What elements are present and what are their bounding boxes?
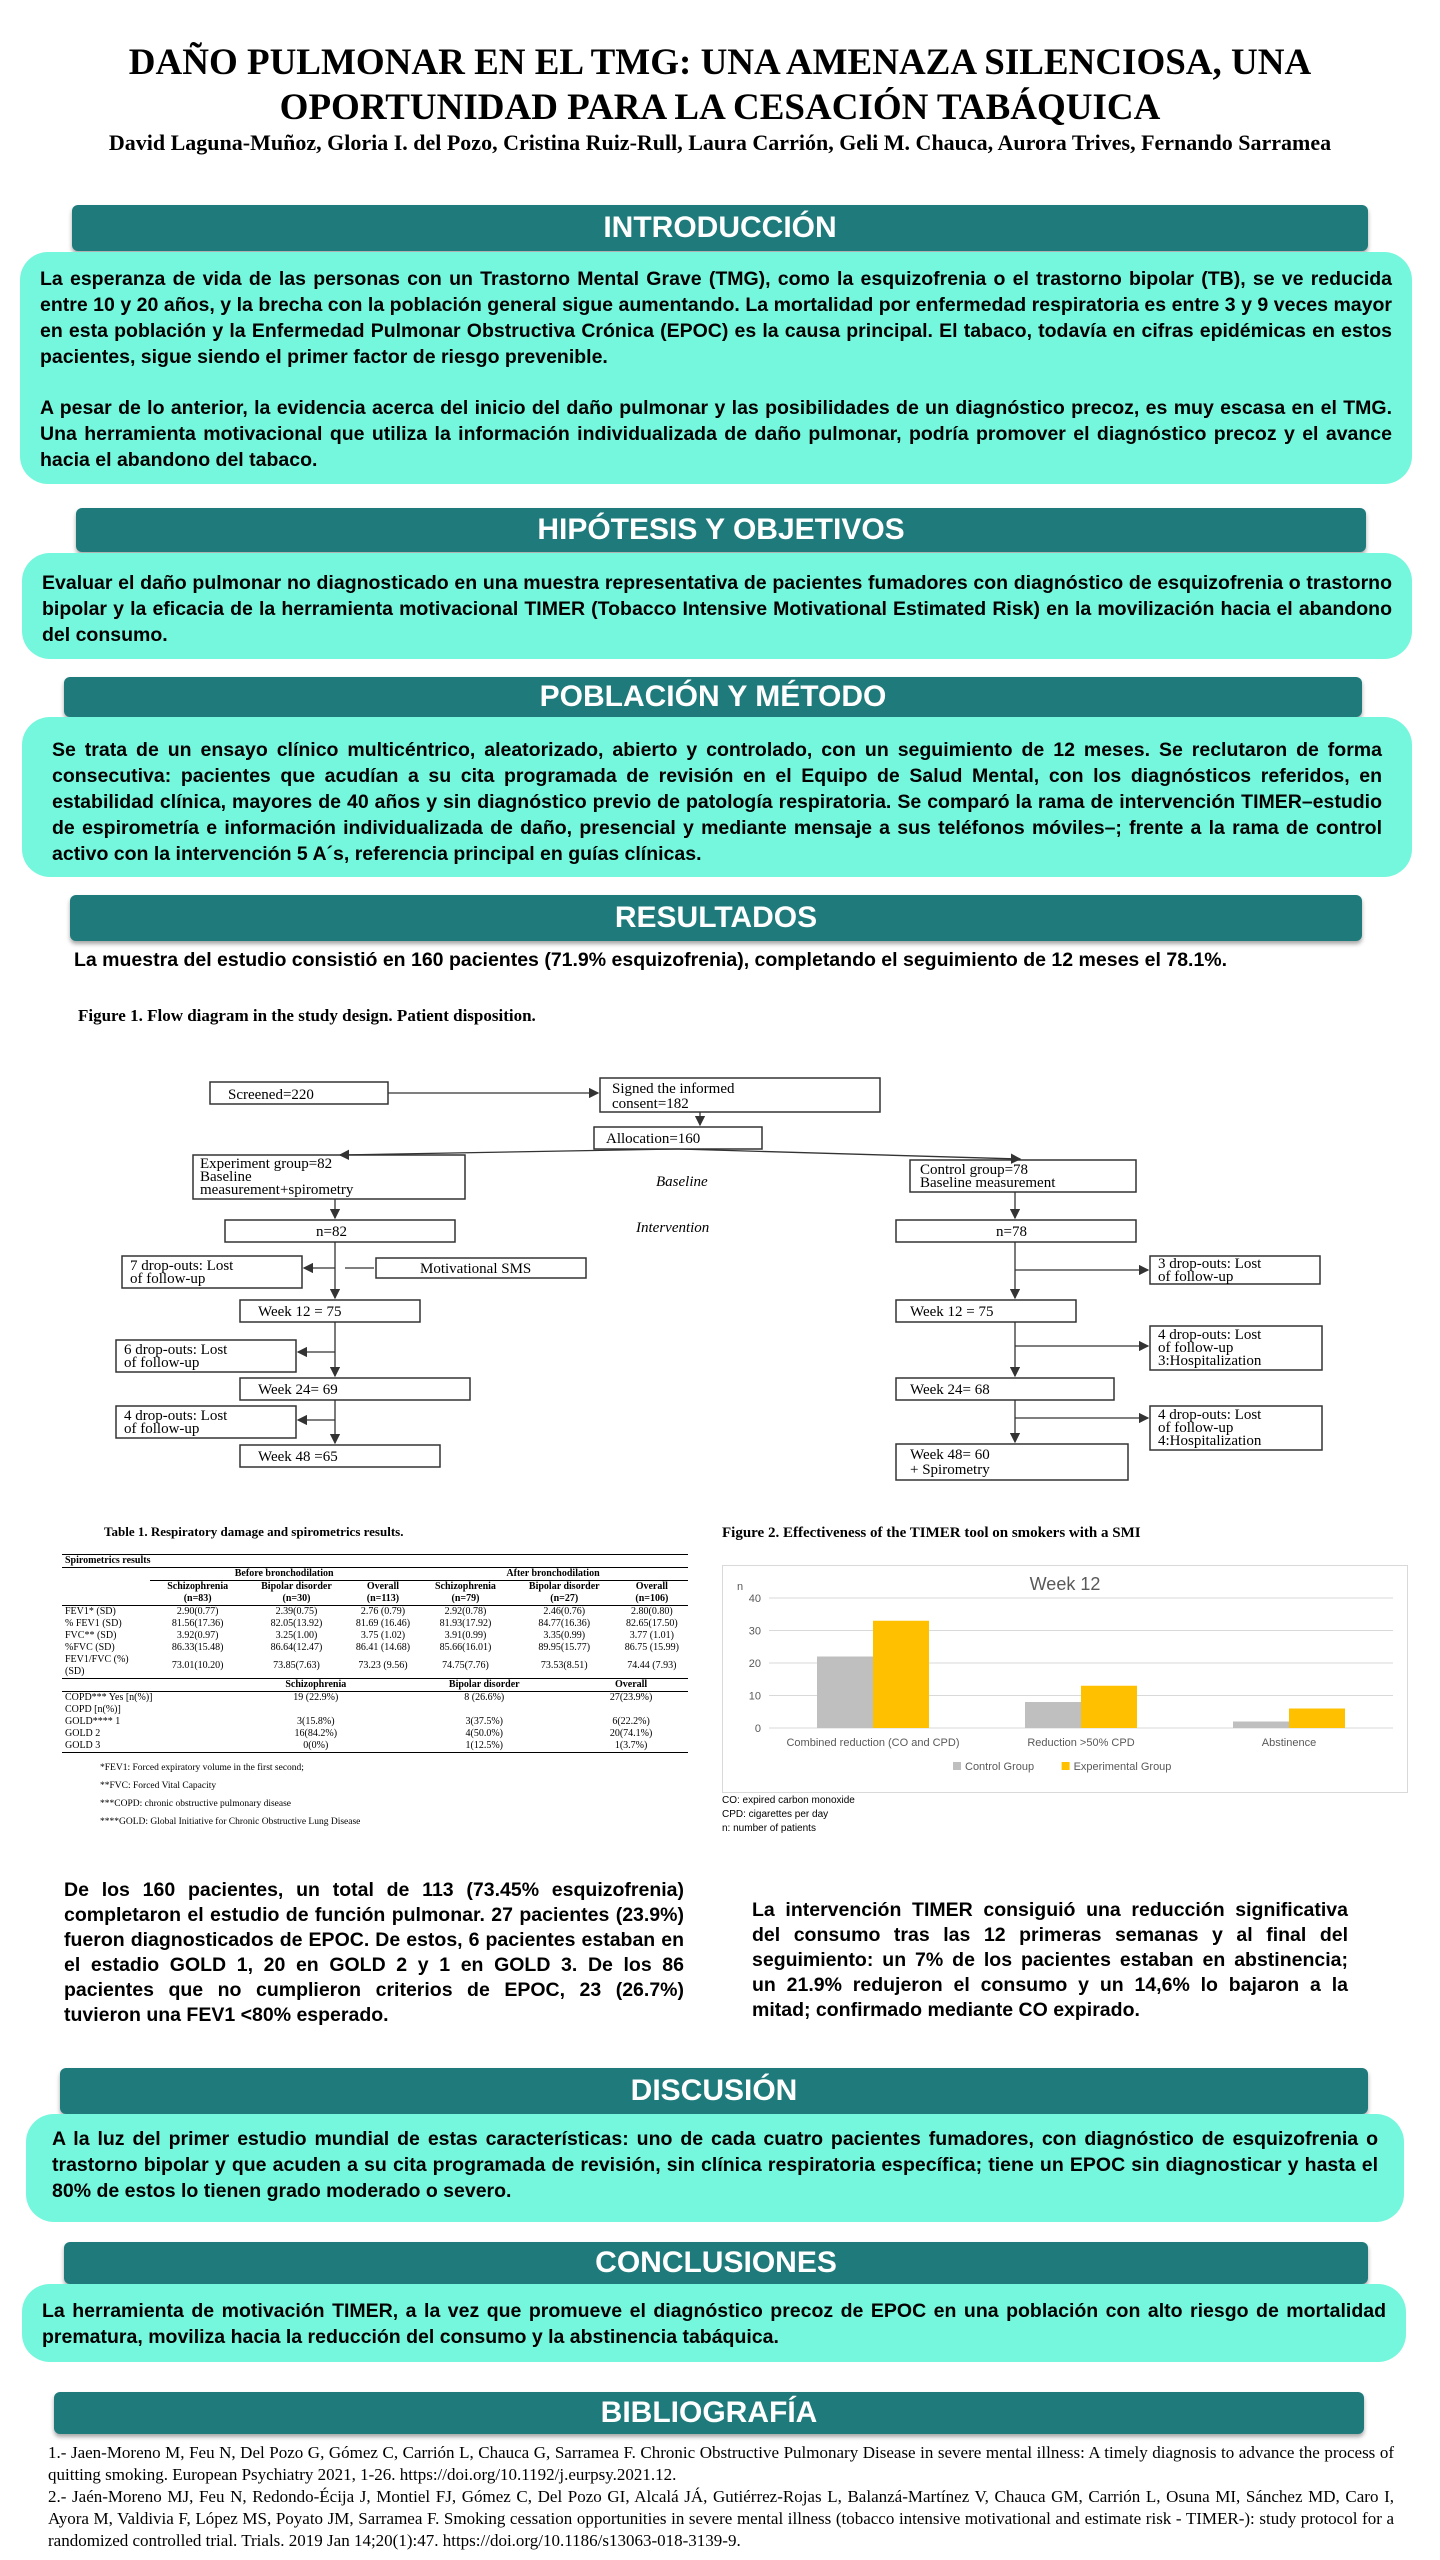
- table-cell: 82.05(13.92): [270, 1618, 323, 1629]
- exp-week24-label: Week 24= 69: [258, 1382, 338, 1398]
- bar-experimental-group: [1289, 1709, 1345, 1729]
- table-row-label: GOLD 3: [65, 1740, 101, 1751]
- table-cell: [394, 1704, 574, 1716]
- results-left-text: De los 160 pacientes, un total de 113 (73.45% esquizofrenia) completaron el estudio de función pulmonar. 27 pacientes (23.9%) fueron diagnosticados de EPOC. De estos, 6 pacientes estaban en el estadio GOLD 1, 20 en GOLD 2 y 1 en GOLD 3. De los 86 pacientes que no cumplieron criterios de EPOC, 23 (26.7%) tuvieron una FEV1 <80% esperado.: [64, 1879, 684, 2026]
- copd-column-header: Schizophrenia: [285, 1679, 347, 1690]
- table-cell: 86.75 (15.99): [624, 1642, 679, 1653]
- table-row: [62, 1618, 688, 1630]
- copd-column-header: Overall: [614, 1679, 648, 1690]
- y-tick-label: 40: [748, 1593, 761, 1605]
- exp-label-3: measurement+spirometry: [200, 1182, 354, 1198]
- table-cell: 3.91(0.99): [444, 1630, 487, 1641]
- table-row-label: % FEV1 (SD): [65, 1618, 122, 1629]
- bar-control-group: [1233, 1722, 1289, 1729]
- ctl-dropout3-label-3: 4:Hospitalization: [1158, 1433, 1262, 1449]
- figure2-note: CO: expired carbon monoxide: [722, 1795, 855, 1806]
- discussion-box: [26, 2114, 1404, 2222]
- baseline-label: Baseline: [656, 1174, 708, 1190]
- x-tick-label: Combined reduction (CO and CPD): [786, 1737, 960, 1749]
- table-cell: 73.01(10.20): [171, 1660, 224, 1671]
- table-cell: 2.80(0.80): [630, 1606, 673, 1617]
- table-cell: 4(50.0%): [465, 1728, 503, 1739]
- table-cell: 2.39(0.75): [275, 1606, 318, 1617]
- copd-column-header: Bipolar disorder: [448, 1679, 520, 1690]
- y-tick-label: 20: [748, 1658, 761, 1670]
- table-column-header: Bipolar disorder (n=27): [528, 1581, 600, 1604]
- table-row: [62, 1692, 688, 1705]
- effectiveness-bar-chart: [723, 1566, 1407, 1792]
- poster-title: DAÑO PULMONAR EN EL TMG: UNA AMENAZA SILENCIOSA, UNA OPORTUNIDAD PARA LA CESACIÓN TABÁQUICA: [128, 42, 1312, 128]
- legend-swatch: [1062, 1762, 1070, 1770]
- table-row: [62, 1630, 688, 1642]
- table-row-label: COPD*** Yes [n(%)]: [65, 1692, 153, 1703]
- table-cell: 82.65(17.50): [625, 1618, 678, 1629]
- table-cell: 85.66(16.01): [439, 1642, 492, 1653]
- table-cell: [574, 1704, 688, 1716]
- intro-paragraph-2: A pesar de lo anterior, la evidencia acerca del inicio del daño pulmonar y las posibilidades de un diagnóstico precoz, es muy escasa en el TMG. Una herramienta motivacional que utiliza la información individualizada de daño pulmonar, podría promover el diagnóstico precoz y el avance hacia el abandono del tabaco.: [40, 397, 1392, 471]
- table1-caption: Table 1. Respiratory damage and spirometrics results.: [104, 1524, 404, 1539]
- table-row: [62, 1606, 688, 1619]
- table-row: [62, 1704, 688, 1716]
- table-cell: 86.33(15.48): [171, 1642, 224, 1653]
- figure2-note: n: number of patients: [722, 1823, 816, 1834]
- exp-week12-label: Week 12 = 75: [258, 1304, 342, 1320]
- table-cell: 84.77(16.36): [538, 1618, 591, 1629]
- hypothesis-text: Evaluar el daño pulmonar no diagnosticado en una muestra representativa de pacientes fumadores con diagnóstico de esquizofrenia o trastorno bipolar y la eficacia de la herramienta motivacional TIMER (Tobacco Intensive Motivational Estimated Risk) en la movilización hacia el abandono del consumo.: [42, 572, 1392, 646]
- table-row-label: FEV1/FVC (%) (SD): [65, 1654, 129, 1677]
- table-cell: 81.69 (16.46): [355, 1618, 411, 1629]
- ctl-dropout3-label-1: 4 drop-outs: Lost: [1158, 1407, 1262, 1423]
- y-tick-label: 10: [748, 1690, 761, 1703]
- table-cell: 3(15.8%): [297, 1716, 335, 1727]
- figure2-note: CPD: cigarettes per day: [722, 1809, 829, 1820]
- hypothesis-box: [22, 553, 1412, 659]
- figure1-caption: Figure 1. Flow diagram in the study design. Patient disposition.: [78, 1006, 536, 1025]
- conclusions-text: La herramienta de motivación TIMER, a la vez que promueve el diagnóstico precoz de EPOC en una población con alto riesgo de mortalidad prematura, moviliza hacia la reducción del consumo y la abstinencia tabáquica.: [42, 2300, 1386, 2348]
- table-cell: 1(12.5%): [465, 1740, 503, 1751]
- exp-dropout3-label-2: of follow-up: [124, 1421, 200, 1437]
- intervention-label: Intervention: [636, 1220, 710, 1236]
- bar-control-group: [1025, 1702, 1081, 1728]
- table1-notes: [62, 1759, 688, 1831]
- consent-label-1: Signed the informed: [612, 1081, 735, 1097]
- table-cell: 2.76 (0.79): [360, 1606, 406, 1617]
- n78-label: n=78: [996, 1224, 1027, 1240]
- before-bronchodilation-header: Before bronchodilation: [150, 1568, 418, 1581]
- table-note: *FEV1: Forced expiratory volume in the first second;: [100, 1763, 304, 1773]
- allocation-label: Allocation=160: [606, 1131, 701, 1147]
- reference-2: 2.- Jaén-Moreno MJ, Feu N, Redondo-Écija J, Montiel FJ, Gómez C, Del Pozo GI, Alcalá JÁ, Gutiérrez-Rojas L, Balanzá-Martínez V, Chauca GM, Carrión L, Osuna MI, Sánchez MD, Caro I, Ayora M, Valdivia F, López MS, Poyato JM, Sarramea F. Smoking cessation opportunities in severe mental illness (tobacco intensive motivational and estimate risk - TIMER-): study protocol for a randomized controlled trial. Trials. 2019 Jan 14;20(1):47. https://doi.org/10.1186/s13063-018-3139-9.: [48, 2487, 1394, 2550]
- method-box: [22, 717, 1412, 877]
- exp-dropout1-label-2: of follow-up: [130, 1271, 206, 1287]
- table-cell: 2.92(0.78): [444, 1606, 487, 1617]
- exp-dropout1-label-1: 7 drop-outs: Lost: [130, 1258, 234, 1274]
- conclusions-box: [22, 2284, 1406, 2362]
- after-bronchodilation-header: After bronchodilation: [418, 1568, 688, 1581]
- table-cell: 73.23 (9.56): [358, 1660, 408, 1671]
- figure2-notes: [722, 1794, 855, 1836]
- table-row: [62, 1654, 688, 1679]
- ctl-label-1: Control group=78: [920, 1162, 1029, 1178]
- results-heading: RESULTADOS: [70, 895, 1362, 941]
- table-column-header: Bipolar disorder (n=30): [261, 1581, 332, 1604]
- screened-label: Screened=220: [228, 1087, 314, 1103]
- table-row-label: GOLD**** 1: [65, 1716, 121, 1727]
- ctl-dropout1-label-1: 3 drop-outs: Lost: [1158, 1256, 1262, 1272]
- bibliography-heading: BIBLIOGRAFÍA: [54, 2392, 1364, 2434]
- table-cell: 27(23.9%): [609, 1692, 653, 1703]
- ctl-week24-label: Week 24= 68: [910, 1382, 990, 1398]
- table-row: [62, 1642, 688, 1654]
- figure2-caption: Figure 2. Effectiveness of the TIMER tool on smokers with a SMI: [722, 1525, 1141, 1541]
- hypothesis-heading: HIPÓTESIS Y OBJETIVOS: [76, 508, 1366, 552]
- table-cell: 6(22.2%): [612, 1716, 650, 1727]
- ctl-dropout3-label-2: of follow-up: [1158, 1420, 1234, 1436]
- table-cell: 19 (22.9%): [293, 1692, 339, 1703]
- table-column-header: Overall (n=106): [635, 1581, 669, 1604]
- table-row-label: %FVC (SD): [65, 1642, 115, 1653]
- table-cell: 16(84.2%): [294, 1728, 338, 1739]
- table-cell: 3.75 (1.02): [360, 1630, 406, 1641]
- table-cell: 8 (26.6%): [464, 1692, 505, 1703]
- table-cell: 81.56(17.36): [171, 1618, 224, 1629]
- table-column-header: Schizophrenia (n=79): [434, 1581, 496, 1604]
- ctl-dropout1-label-2: of follow-up: [1158, 1269, 1234, 1285]
- table-cell: 1(3.7%): [614, 1740, 648, 1751]
- intro-heading: INTRODUCCIÓN: [72, 205, 1368, 251]
- legend-swatch: [953, 1762, 961, 1770]
- x-tick-label: Reduction >50% CPD: [1027, 1737, 1135, 1749]
- table-cell: 73.85(7.63): [273, 1660, 320, 1671]
- authors: David Laguna-Muñoz, Gloria I. del Pozo, Cristina Ruiz-Rull, Laura Carrión, Geli M. Chauca, Aurora Trives, Fernando Sarramea: [108, 130, 1332, 155]
- method-heading: POBLACIÓN Y MÉTODO: [64, 677, 1362, 717]
- exp-dropout2-label-2: of follow-up: [124, 1355, 200, 1371]
- table-cell: 74.44 (7.93): [627, 1660, 677, 1671]
- flow-diagram: [100, 1070, 1340, 1490]
- results-right-text: La intervención TIMER consiguió una reducción significativa del consumo tras las 12 primeras semanas y al final del seguimiento: un 7% de los pacientes estaban en abstinencia; un 21.9% redujeron el consumo y un 14,6% lo bajaron a la mitad; confirmado mediante CO expirado.: [752, 1899, 1348, 2021]
- y-tick-label: 0: [754, 1723, 761, 1735]
- table-column-header: [62, 1581, 150, 1606]
- ctl-week48-label-2: + Spirometry: [910, 1462, 990, 1478]
- consent-label-2: consent=182: [612, 1096, 689, 1112]
- legend-label: Experimental Group: [1073, 1761, 1172, 1773]
- ctl-dropout2-label-1: 4 drop-outs: Lost: [1158, 1327, 1262, 1343]
- table-cell: 73.53(8.51): [540, 1660, 588, 1671]
- n82-label: n=82: [316, 1224, 347, 1240]
- table-cell: 89.95(15.77): [538, 1642, 591, 1653]
- exp-label-2: Baseline: [200, 1169, 252, 1185]
- table-cell: 2.90(0.77): [176, 1606, 219, 1617]
- table-row: [62, 1728, 688, 1740]
- discussion-text: A la luz del primer estudio mundial de estas características: uno de cada cuatro pacientes fumadores, con diagnóstico de esquizofrenia o trastorno bipolar y que acuden a su cita programada de revisión, sin clínica respiratoria específica; tiene un EPOC sin diagnosticar y hasta el 80% de estos lo tienen grado moderado o severo.: [52, 2128, 1378, 2202]
- table-cell: [237, 1704, 394, 1716]
- spirometry-table: [62, 1554, 688, 1679]
- table-row-label: FVC** (SD): [65, 1630, 117, 1641]
- bar-experimental-group: [1081, 1686, 1137, 1728]
- method-text: Se trata de un ensayo clínico multicéntrico, aleatorizado, abierto y controlado, con un seguimiento de 12 meses. Se reclutaron de forma consecutiva: pacientes que acudían a su cita programada de revisión en el Equipo de Salud Mental, con los diagnósticos referidos, en estabilidad clínica, mayores de 40 años y sin diagnóstico previo de patología respiratoria. Se comparó la rama de intervención TIMER–estudio de espirometría e información individualizada de daño, presencial y mediante mensaje a sus teléfonos móviles–; frente a la rama de control activo con la intervención 5 A´s, referencia principal en guías clínicas.: [52, 739, 1382, 865]
- table-cell: 86.64(12.47): [270, 1642, 323, 1653]
- table-note: ***COPD: chronic obstructive pulmonary disease: [100, 1799, 292, 1809]
- sms-label: Motivational SMS: [420, 1261, 532, 1277]
- spirometry-section-label: Spirometrics results: [65, 1555, 151, 1566]
- table-row: [62, 1716, 688, 1728]
- copd-column-header: [62, 1679, 237, 1692]
- chart-y-label: n: [737, 1581, 744, 1593]
- discussion-heading: DISCUSIÓN: [60, 2068, 1368, 2114]
- table-cell: 3.35(0.99): [543, 1630, 586, 1641]
- ctl-week48-label-1: Week 48= 60: [910, 1447, 990, 1463]
- table-note: ****GOLD: Global Initiative for Chronic Obstructive Lung Disease: [100, 1817, 361, 1827]
- intro-box: [20, 252, 1412, 484]
- exp-dropout3-label-1: 4 drop-outs: Lost: [124, 1408, 228, 1424]
- exp-dropout2-label-1: 6 drop-outs: Lost: [124, 1342, 228, 1358]
- y-tick-label: 30: [748, 1625, 761, 1638]
- exp-label-1: Experiment group=82: [200, 1156, 333, 1172]
- table-cell: 74.75(7.76): [442, 1660, 489, 1671]
- results-intro: La muestra del estudio consistió en 160 pacientes (71.9% esquizofrenia), completando el seguimiento de 12 meses el 78.1%.: [74, 949, 1228, 971]
- reference-1: 1.- Jaen-Moreno M, Feu N, Del Pozo G, Gómez C, Carrión L, Chauca G, Sarramea F. Chronic Obstructive Pulmonary Disease in severe mental illness: A timely diagnosis to advance the process of quitting smoking. European Psychiatry 2021, 1-26. https://doi.org/10.1192/j.eurpsy.2021.12.: [48, 2443, 1394, 2484]
- table-cell: 86.41 (14.68): [355, 1642, 411, 1653]
- table-row-label: COPD [n(%)]: [65, 1704, 121, 1715]
- table-cell: 3.92(0.97): [176, 1630, 219, 1641]
- table-row-label: GOLD 2: [65, 1728, 101, 1739]
- ctl-dropout2-label-3: 3:Hospitalization: [1158, 1353, 1262, 1369]
- table-cell: 20(74.1%): [609, 1728, 653, 1739]
- table-row-label: FEV1* (SD): [65, 1606, 116, 1617]
- bibliography: [48, 2442, 1394, 2552]
- table-cell: 3(37.5%): [465, 1716, 503, 1727]
- copd-table: [62, 1679, 688, 1753]
- bar-experimental-group: [873, 1621, 929, 1728]
- ctl-dropout2-label-2: of follow-up: [1158, 1340, 1234, 1356]
- table-cell: 3.77 (1.01): [629, 1630, 674, 1641]
- table-cell: 2.46(0.76): [543, 1606, 586, 1617]
- x-tick-label: Abstinence: [1261, 1737, 1317, 1749]
- bar-control-group: [817, 1657, 873, 1729]
- table-column-header: Schizophrenia (n=83): [167, 1581, 229, 1604]
- conclusions-heading: CONCLUSIONES: [64, 2242, 1368, 2284]
- figure2-chart-frame: [722, 1565, 1408, 1793]
- exp-week48-label: Week 48 =65: [258, 1449, 338, 1465]
- ctl-week12-label: Week 12 = 75: [910, 1304, 994, 1320]
- chart-title: Week 12: [1029, 1574, 1101, 1594]
- ctl-label-2: Baseline measurement: [920, 1175, 1056, 1191]
- table-note: **FVC: Forced Vital Capacity: [100, 1781, 217, 1791]
- legend-label: Control Group: [965, 1761, 1035, 1773]
- table-cell: 3.25(1.00): [275, 1630, 318, 1641]
- table1: [62, 1554, 688, 1831]
- table-row: [62, 1740, 688, 1753]
- table-column-header: Overall (n=113): [366, 1581, 400, 1604]
- table-cell: 81.93(17.92): [439, 1618, 492, 1629]
- intro-paragraph-1: La esperanza de vida de las personas con un Trastorno Mental Grave (TMG), como la esquizofrenia o el trastorno bipolar (TB), se ve reducida entre 10 y 20 años, y la brecha con la población general sigue aumentando. La mortalidad por enfermedad respiratoria es entre 3 y 9 veces mayor en esta población y la Enfermedad Pulmonar Obstructiva Crónica (EPOC) es la causa principal. El tabaco, todavía en cifras epidémicas en estos pacientes, sigue siendo el primer factor de riesgo prevenible.: [40, 268, 1392, 368]
- table-cell: 0(0%): [303, 1740, 329, 1751]
